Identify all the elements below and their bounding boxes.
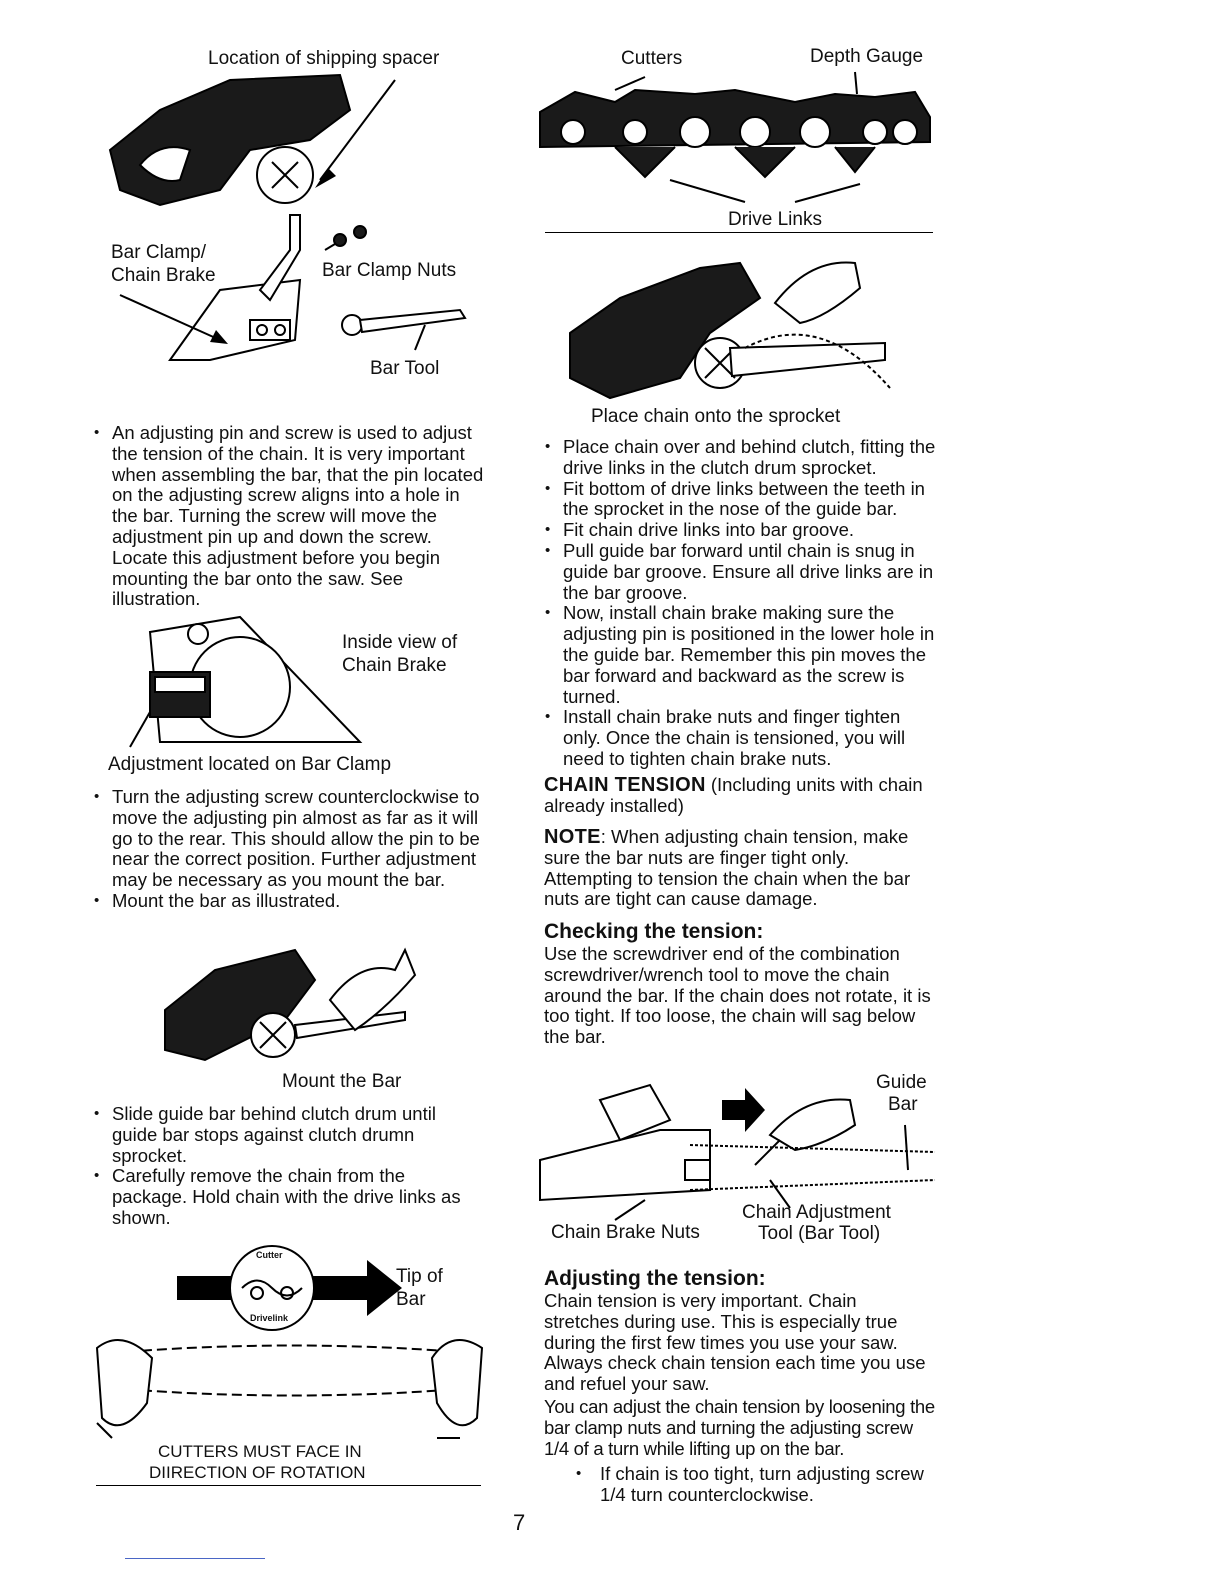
chain-brake-nuts-label: Chain Brake Nuts: [551, 1222, 700, 1243]
adjusting-bullet: If chain is too tight, turn adjusting screw 1/4 turn counterclockwise.: [600, 1463, 924, 1505]
note-label: NOTE: [544, 826, 601, 848]
list-item: • Turn the adjusting screw counterclockwise to move the adjusting pin almost as far as it will go to the rear. This should allow the pin to be near the correct position. Further adjustment may be necessary as you mount the bar.: [90, 787, 485, 891]
bullets-list-2: [90, 787, 485, 912]
list-item: • Now, install chain brake making sure the adjusting pin is positioned in the lower hole in the guide bar. Remember this pin moves the bar forward and backward as the screw is turned.: [541, 603, 936, 707]
inside-chain-brake-illustration: [120, 612, 370, 747]
drivelink-mini-label: Drivelink: [250, 1313, 289, 1323]
list-item: • Fit bottom of drive links between the teeth in the sprocket in the nose of the guide bar.: [541, 479, 936, 521]
tip-of-bar-label: Tip of: [396, 1266, 443, 1287]
list-item: • Slide guide bar behind clutch drum until guide bar stops against clutch drumn sprocket.: [90, 1104, 485, 1166]
chain-adjustment-tool-label: Chain Adjustment: [742, 1202, 891, 1223]
cutters-label: Cutters: [621, 48, 683, 69]
mount-bar-caption: Mount the Bar: [282, 1071, 402, 1092]
bullets-list-1: [90, 423, 485, 610]
chain-tension-subtitle: (Including units with chain already installed): [544, 774, 923, 816]
page-number: 7: [513, 1510, 526, 1535]
list-item: • Install chain brake nuts and finger tighten only. Once the chain is tensioned, you will need to tighten chain brake nuts.: [541, 707, 936, 769]
mount-bar-illustration: [155, 940, 435, 1065]
saw-chain-illustration: [535, 72, 935, 207]
guide-bar-label-2: Bar: [888, 1094, 918, 1115]
list-item: • Fit chain drive links into bar groove.: [541, 520, 936, 541]
rotation-caption-1: CUTTERS MUST FACE IN: [158, 1442, 362, 1461]
chain-brake-label: Chain Brake: [111, 265, 216, 286]
bullets-list-right: [541, 437, 936, 770]
depth-gauge-label: Depth Gauge: [810, 46, 924, 67]
shipping-spacer-label: Location of shipping spacer: [208, 48, 440, 69]
list-item: • An adjusting pin and screw is used to adjust the tension of the chain. It is very important when assembling the bar, that the pin located on the adjusting screw aligns into a hole in the bar. Turning the screw will move the adjustment pin up and down the screw. Locate this adjustment before you begin mounting the bar onto the saw. See illustration.: [90, 423, 485, 610]
rotation-caption-2: DIIRECTION OF ROTATION: [149, 1463, 366, 1482]
adjusting-bullet-dot: •: [576, 1465, 582, 1482]
note-text: : When adjusting chain tension, make sure the bar nuts are finger tight only. Attempting to tension the chain when the bar nuts are tight can cause damage.: [544, 826, 911, 910]
sprocket-caption: Place chain onto the sprocket: [591, 406, 841, 427]
chain-adjustment-tool-label-2: Tool (Bar Tool): [758, 1223, 881, 1244]
checking-heading: Checking the tension:: [544, 920, 764, 943]
list-item: • Place chain over and behind clutch, fitting the drive links in the clutch drum sprocket.: [541, 437, 936, 479]
bar-clamp-label: Bar Clamp/: [111, 242, 207, 263]
bar-clamp-nuts-label: Bar Clamp Nuts: [322, 260, 457, 281]
chain-tension-paragraph: [544, 775, 936, 817]
adjusting-heading: Adjusting the tension:: [544, 1267, 766, 1290]
check-tension-illustration: [540, 1080, 935, 1210]
inside-view-caption: Adjustment located on Bar Clamp: [108, 754, 392, 775]
sprocket-illustration: [560, 248, 905, 403]
list-item: • Mount the bar as illustrated.: [90, 891, 485, 912]
chain-tension-heading: CHAIN TENSION: [544, 774, 706, 796]
right-rule: [545, 232, 933, 233]
drive-links-label: Drive Links: [728, 209, 822, 230]
list-item: • Carefully remove the chain from the package. Hold chain with the drive links as shown.: [90, 1166, 485, 1228]
footer-rule: [125, 1558, 265, 1559]
list-item: • Pull guide bar forward until chain is snug in guide bar groove. Ensure all drive links are in the bar groove.: [541, 541, 936, 603]
inside-view-label-2: Chain Brake: [342, 655, 447, 676]
bullets-list-3: [90, 1104, 485, 1229]
bar-tool-label: Bar Tool: [370, 358, 440, 379]
adjusting-paragraph-2: You can adjust the chain tension by loosening the bar clamp nuts and turning the adjusting screw 1/4 of a turn while lifting up on the bar.: [544, 1396, 935, 1459]
note-paragraph: [544, 827, 936, 910]
tip-of-bar-label-2: Bar: [396, 1289, 426, 1310]
left-rule: [96, 1485, 481, 1486]
checking-text: Use the screwdriver end of the combination screwdriver/wrench tool to move the chain around the bar. If the chain does not rotate, it is too tight. If too loose, the chain will sag below the bar.: [544, 943, 931, 1048]
guide-bar-label: Guide: [876, 1072, 927, 1093]
inside-view-label: Inside view of: [342, 632, 458, 653]
bar-clamp-illustration: [150, 210, 480, 370]
cutter-mini-label: Cutter: [256, 1250, 283, 1260]
adjusting-paragraph-1: Chain tension is very important. Chain stretches during use. This is especially true during the first few times you use your saw. Always check chain tension each time you use and refuel your saw.: [544, 1290, 926, 1395]
saw-shipping-illustration: [100, 70, 400, 210]
